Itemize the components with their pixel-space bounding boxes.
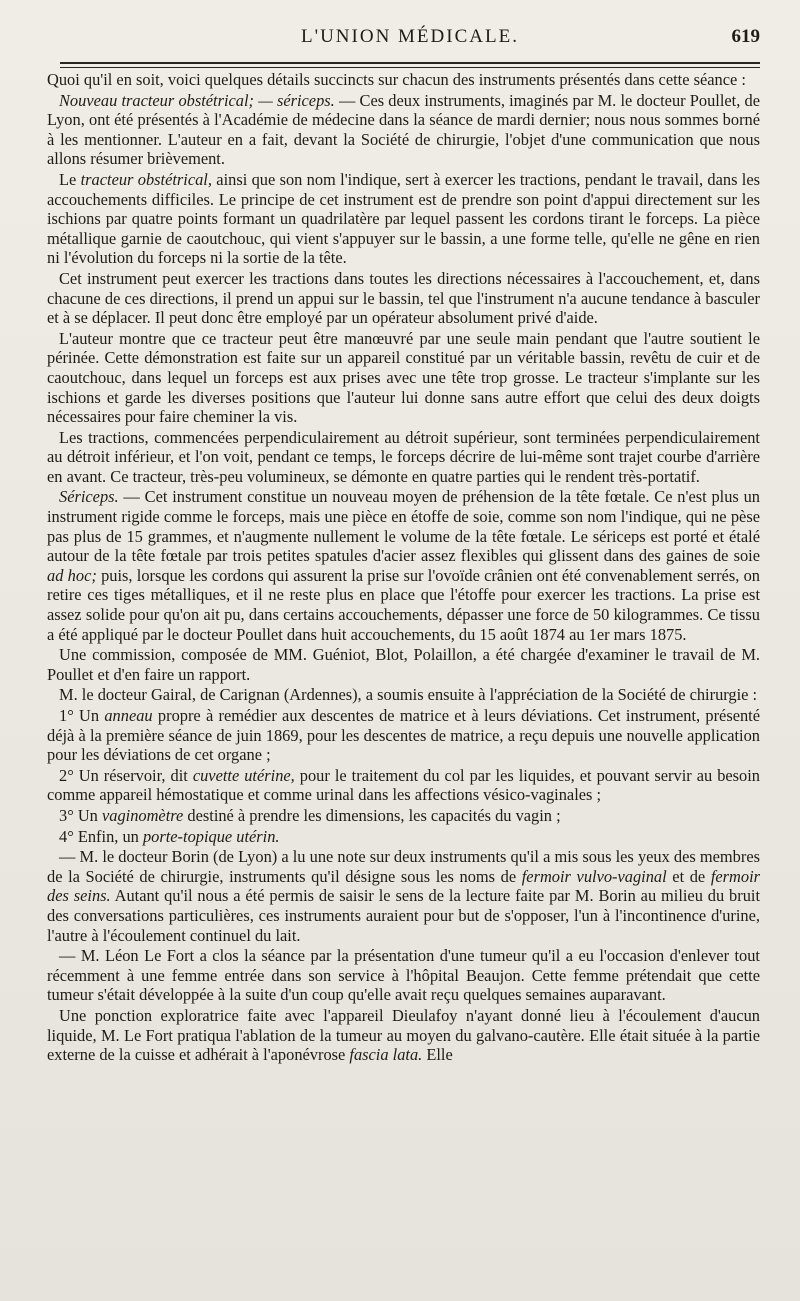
page-header — [60, 20, 760, 60]
list-item-anneau: 1° Un anneau propre à remédier aux descentes de matrice et à leurs déviations. Cet instrument, présenté déjà à la première séance de juin 1869, pour les descentes de matrice, a reçu depuis une nouvelle application pour les déviations de cet organe ; — [47, 706, 760, 765]
list-item-vaginometre: 3° Un vaginomètre destiné à prendre les dimensions, les capacités du vagin ; — [59, 805, 561, 825]
paragraph-tracteur-tractions: Les tractions, commencées perpendiculairement au détroit supérieur, sont terminées perpendiculairement au détroit inférieur, et l'on voit, pendant ce temps, le forceps décrire de lui-même sont trajet courbe d'arrière en avant. Ce tracteur, très-peu volumineux, se démonte en quatre parties qui le rendent très-portatif. — [47, 427, 760, 486]
paragraph-commission: Une commission, composée de MM. Guéniot, Blot, Polaillon, a été chargée d'examiner le travail de M. Poullet et d'en faire un rapport. — [47, 645, 760, 684]
header-rule — [60, 62, 760, 68]
article-body — [47, 70, 760, 1295]
paragraph-borin: — M. le docteur Borin (de Lyon) a lu une note sur deux instruments qu'il a mis sous les yeux des membres de la Société de chirurgie, instruments qu'il désigne sous les noms de fermoir vulvo-vaginal et de fermoir des seins. Autant qu'il nous a été permis de saisir le sens de la lecture faite par M. Borin au milieu du bruit des conversations particulières, ces instruments auraient pour but de s'opposer, l'un à l'incontinence d'urine, l'autre à l'écoulement continuel du lait. — [47, 847, 760, 945]
section-title-tracteur: Nouveau tracteur obstétrical; — sériceps. — [59, 90, 335, 110]
paragraph-tracteur-heading: Nouveau tracteur obstétrical; — sériceps. — Ces deux instruments, imaginés par M. le docteur Poullet, de Lyon, ont été présentés à l'Académie de médecine dans la séance de mardi dernier; nous nous sommes borné à les mentionner. L'auteur en a fait, devant la Société de chirurgie, l'objet d'une communication que nous allons résumer brièvement. — [47, 90, 760, 169]
paragraph-sericeps: Sériceps. — Cet instrument constitue un nouveau moyen de préhension de la tête fœtale. Ce n'est plus un instrument rigide comme le forceps, mais une pièce en étoffe de soie, comme son nom l'indique, qui ne pèse pas plus de 15 grammes, et n'augmente nullement le volume de la tête fœtale. Le sériceps est porté et étalé autour de la tête fœtale par trois petites spatules d'acier assez flexibles qui glissent dans des gaines de soie ad hoc; puis, lorsque les cordons qui assurent la prise sur l'ovoïde crânien ont été convenablement serrés, on retire ces tiges métalliques, et il ne reste plus en place que l'étoffe pour exercer les tractions. La prise est assez solide pour qu'on ait pu, dans certains accouchements, dépasser une force de 50 kilogrammes. Ce tissu a été appliqué par le docteur Poullet dans huit accouchements, du 15 août 1874 au 1er mars 1875. — [47, 487, 760, 644]
paragraph-tracteur-directions: Cet instrument peut exercer les tractions dans toutes les directions nécessaires à l'accouchement, et, dans chacune de ces directions, il prend un appui sur le bassin, tel que l'instrument n'a aucune tendance à basculer et à se déplacer. Il peut donc être employé par un opérateur absolument privé d'aide. — [47, 268, 760, 328]
section-title-sericeps: Sériceps. — [59, 487, 119, 507]
paragraph-gairal: M. le docteur Gairal, de Carignan (Ardennes), a soumis ensuite à l'appréciation de la Société de chirurgie : — [59, 685, 758, 705]
list-item-cuvette: 2° Un réservoir, dit cuvette utérine, pour le traitement du col par les liquides, et pouvant servir au besoin comme appareil hémostatique et comme urinal dans les affections vésico-vaginales ; — [47, 765, 760, 805]
running-title: L'UNION MÉDICALE. — [301, 26, 519, 47]
paragraph-tracteur-principle: Le tracteur obstétrical, ainsi que son nom l'indique, sert à exercer les tractions, pendant le travail, dans les accouchements difficiles. Le principe de cet instrument est de prendre son point d'appui directement sur les ischions par quatre points formant un quadrilatère par lequel passent les cordons tirant le forceps. La pièce métallique garnie de caoutchouc, qui vient s'appuyer sur le bassin, a une forme telle, qu'elle ne gêne en rien ni l'évolution du forceps ni la sortie de la tête. — [47, 169, 760, 268]
paragraph-intro: Quoi qu'il en soit, voici quelques détails succincts sur chacun des instruments présentés dans cette séance : — [47, 70, 746, 89]
page-number: 619 — [731, 26, 760, 47]
paragraph-ponction: Une ponction exploratrice faite avec l'appareil Dieulafoy n'ayant donné lieu à l'écoulement d'aucun liquide, M. Le Fort pratiqua l'ablation de la tumeur au moyen du galvano-cautère. Elle était située à la partie externe de la cuisse et adhérait à l'aponévrose fascia lata. Elle — [47, 1005, 760, 1065]
paragraph-tracteur-demo: L'auteur montre que ce tracteur peut être manœuvré par une seule main pendant que l'autre soutient le périnée. Cette démonstration est faite sur un appareil constitué par un véritable bassin, revêtu de cuir et de caoutchouc, dans lequel un forceps est aux prises avec une tête trop grosse. Le tracteur s'implante sur les ischions et garde les diverses positions que l'auteur lui donne sans autre effort que celui des deux doigts nécessaires pour faire cheminer la vis. — [47, 328, 760, 427]
paragraph-le-fort: — M. Léon Le Fort a clos la séance par la présentation d'une tumeur qu'il a eu l'occasion d'enlever tout récemment à une femme entrée dans son service à l'hôpital Beaujon. Cette femme prétendait que cette tumeur s'était développée à la suite d'un coup qu'elle avait reçu quelques semaines auparavant. — [47, 946, 760, 1005]
list-item-porte-topique: 4° Enfin, un porte-topique utérin. — [59, 826, 280, 846]
